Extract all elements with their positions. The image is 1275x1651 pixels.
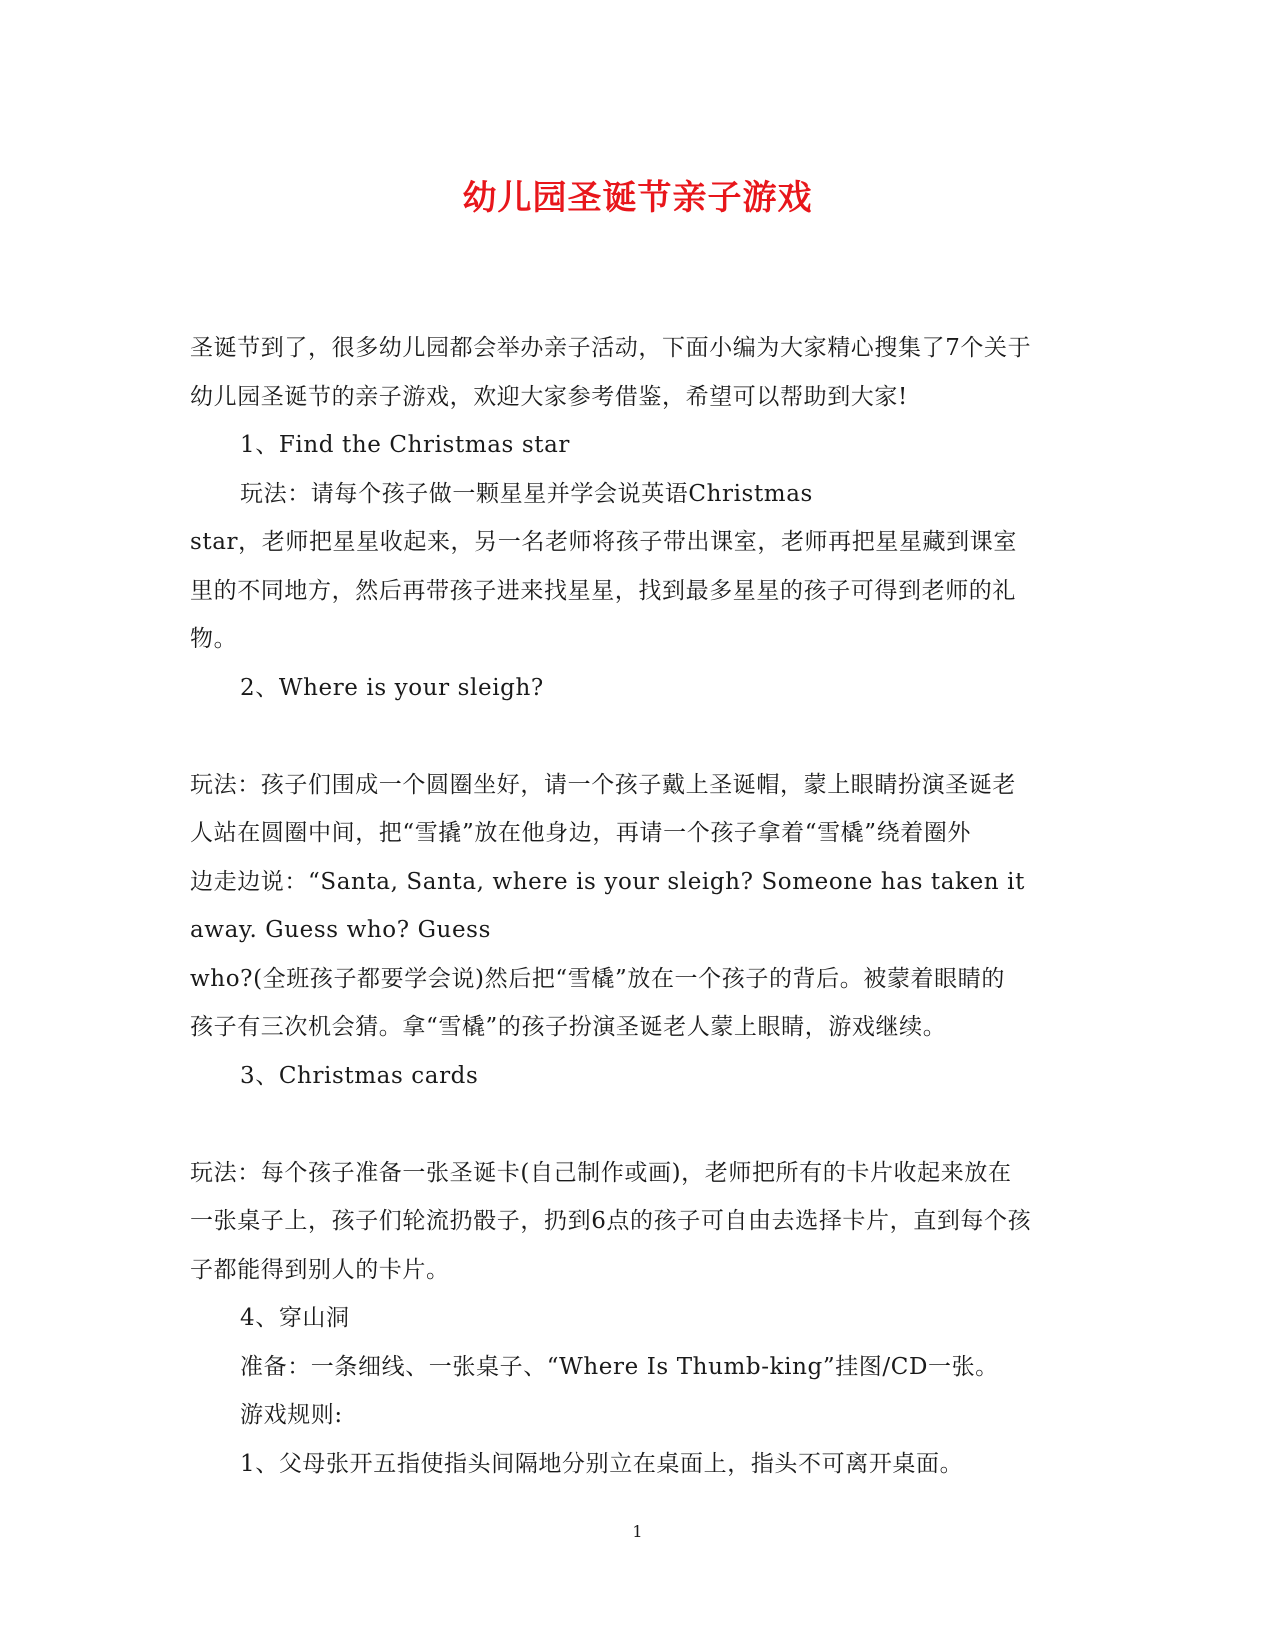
- paragraph-line: 人站在圆圈中间，把“雪撬”放在他身边，再请一个孩子拿着“雪橇”绕着圈外: [190, 820, 972, 846]
- document-title: 幼儿园圣诞节亲子游戏: [462, 178, 813, 218]
- section-heading: 3、Christmas cards: [240, 1062, 479, 1089]
- paragraph-line: 玩法：请每个孩子做一颗星星并学会说英语Christmas: [240, 480, 813, 507]
- paragraph-line: 子都能得到别人的卡片。: [190, 1256, 450, 1283]
- paragraph-line: 里的不同地方，然后再带孩子进来找星星，找到最多星星的孩子可得到老师的礼: [190, 577, 1016, 604]
- paragraph-line: 幼儿园圣诞节的亲子游戏，欢迎大家参考借鉴，希望可以帮助到大家!: [190, 383, 908, 410]
- section-heading: 1、Find the Christmas star: [240, 432, 570, 458]
- paragraph-line: 玩法：孩子们围成一个圆圈坐好，请一个孩子戴上圣诞帽，蒙上眼睛扮演圣诞老: [190, 771, 1016, 798]
- paragraph-line: 边走边说：“Santa, Santa, where is your sleigh? Someone has taken it: [190, 868, 1025, 895]
- paragraph-line: star，老师把星星收起来，另一名老师将孩子带出课室，老师再把星星藏到课室: [190, 529, 1017, 555]
- page-number: 1: [632, 1522, 643, 1541]
- blank-line: [190, 712, 1090, 761]
- paragraph-line: 玩法：每个孩子准备一张圣诞卡(自己制作或画)，老师把所有的卡片收起来放在: [190, 1159, 1012, 1186]
- section-heading: 2、Where is your sleigh?: [240, 674, 544, 701]
- paragraph-line: 游戏规则:: [240, 1402, 343, 1428]
- paragraph-line: 物。: [190, 626, 238, 652]
- paragraph-line: 准备：一条细线、一张桌子、“Where Is Thumb-king”挂图/CD一张。: [240, 1353, 999, 1380]
- document-body: [190, 324, 1090, 1488]
- section-heading: 4、穿山洞: [240, 1305, 350, 1331]
- paragraph-line: 一张桌子上，孩子们轮流扔骰子，扔到6点的孩子可自由去选择卡片，直到每个孩: [190, 1208, 1032, 1234]
- paragraph-line: away. Guess who? Guess: [190, 917, 491, 943]
- blank-line: [190, 1100, 1090, 1149]
- paragraph-line: 1、父母张开五指使指头间隔地分别立在桌面上，指头不可离开桌面。: [240, 1450, 964, 1477]
- paragraph-line: 孩子有三次机会猜。拿“雪橇”的孩子扮演圣诞老人蒙上眼睛，游戏继续。: [190, 1014, 947, 1040]
- paragraph-line: 圣诞节到了，很多幼儿园都会举办亲子活动，下面小编为大家精心搜集了7个关于: [190, 335, 1032, 361]
- paragraph-line: who?(全班孩子都要学会说)然后把“雪橇”放在一个孩子的背后。被蒙着眼睛的: [190, 965, 1005, 992]
